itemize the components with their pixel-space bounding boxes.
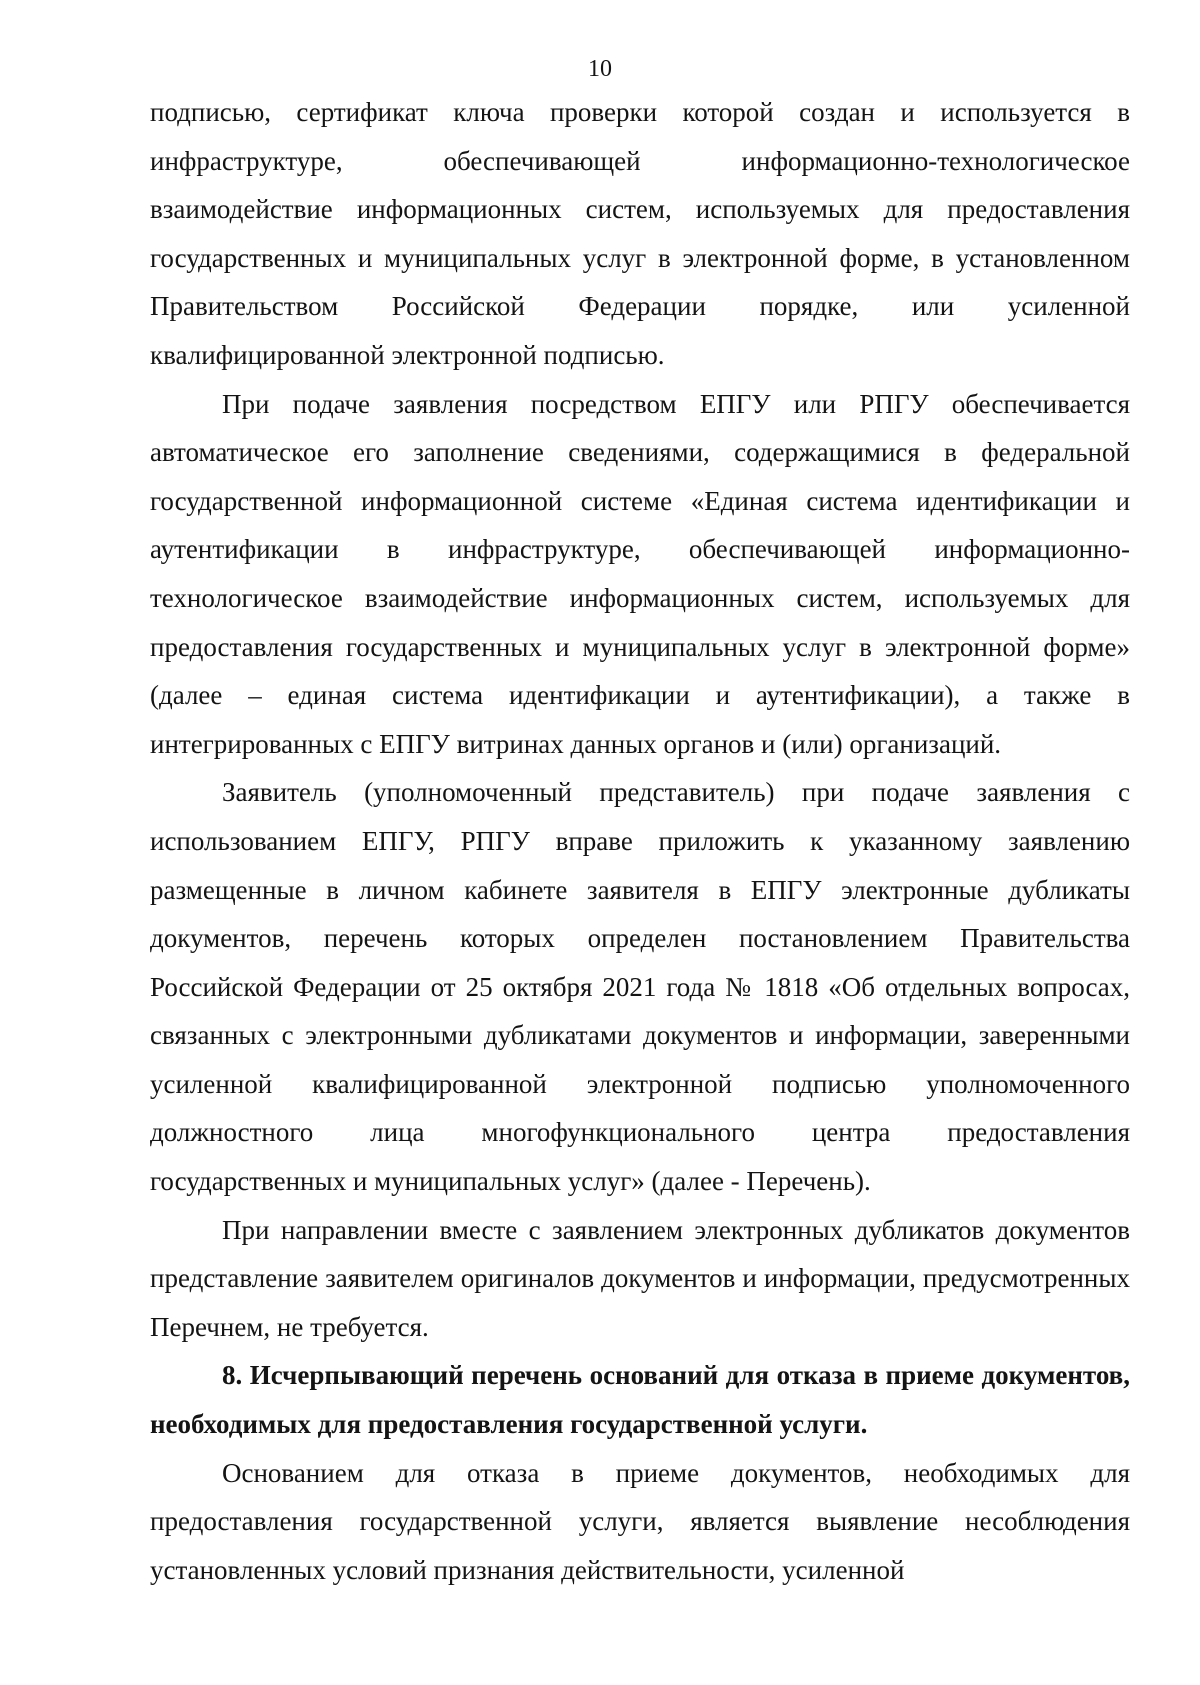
paragraph-originals-not-required: При направлении вместе с заявлением электронных дубликатов документов представление заявителем оригиналов документов и информации, предусмотренных Перечнем, не требуется. <box>150 1214 1130 1342</box>
paragraph-signature-continuation: подписью, сертификат ключа проверки которой создан и используется в инфраструктуре, обеспечивающей информационно-технологическое взаимодействие информационных систем, используемых для предоставления государственных и муниципальных услуг в электронной форме, в установленном Правительством Российской Федерации порядке, или усиленной квалифицированной электронной подписью. <box>150 97 1130 370</box>
document-body <box>150 88 1130 1594</box>
paragraph-electronic-duplicates: Заявитель (уполномоченный представитель) при подаче заявления с использованием ЕПГУ, РПГУ вправе приложить к указанному заявлению размещенные в личном кабинете заявителя в ЕПГУ электронные дубликаты документов, перечень которых определен постановлением Правительства Российской Федерации от 25 октября 2021 года № 1818 «Об отдельных вопросах, связанных с электронными дубликатами документов и информации, заверенными усиленной квалифицированной электронной подписью уполномоченного должностного лица многофункционального центра предоставления государственных и муниципальных услуг» (далее - Перечень). <box>150 777 1130 1197</box>
paragraph-refusal-grounds: Основанием для отказа в приеме документов, необходимых для предоставления государственной услуги, является выявление несоблюдения установленных условий признания действительности, усиленной <box>150 1457 1130 1585</box>
page-number: 10 <box>588 56 612 82</box>
section-heading-8: 8. Исчерпывающий перечень оснований для отказа в приеме документов, необходимых для предоставления государственной услуги. <box>150 1360 1130 1440</box>
paragraph-epgu-autofill: При подаче заявления посредством ЕПГУ или РПГУ обеспечивается автоматическое его заполнение сведениями, содержащимися в федеральной государственной информационной системе «Единая система идентификации и аутентификации в инфраструктуре, обеспечивающей информационно-технологическое взаимодействие информационных систем, используемых для предоставления государственных и муниципальных услуг в электронной форме» (далее – единая система идентификации и аутентификации), а также в интегрированных с ЕПГУ витринах данных органов и (или) организаций. <box>150 388 1130 759</box>
